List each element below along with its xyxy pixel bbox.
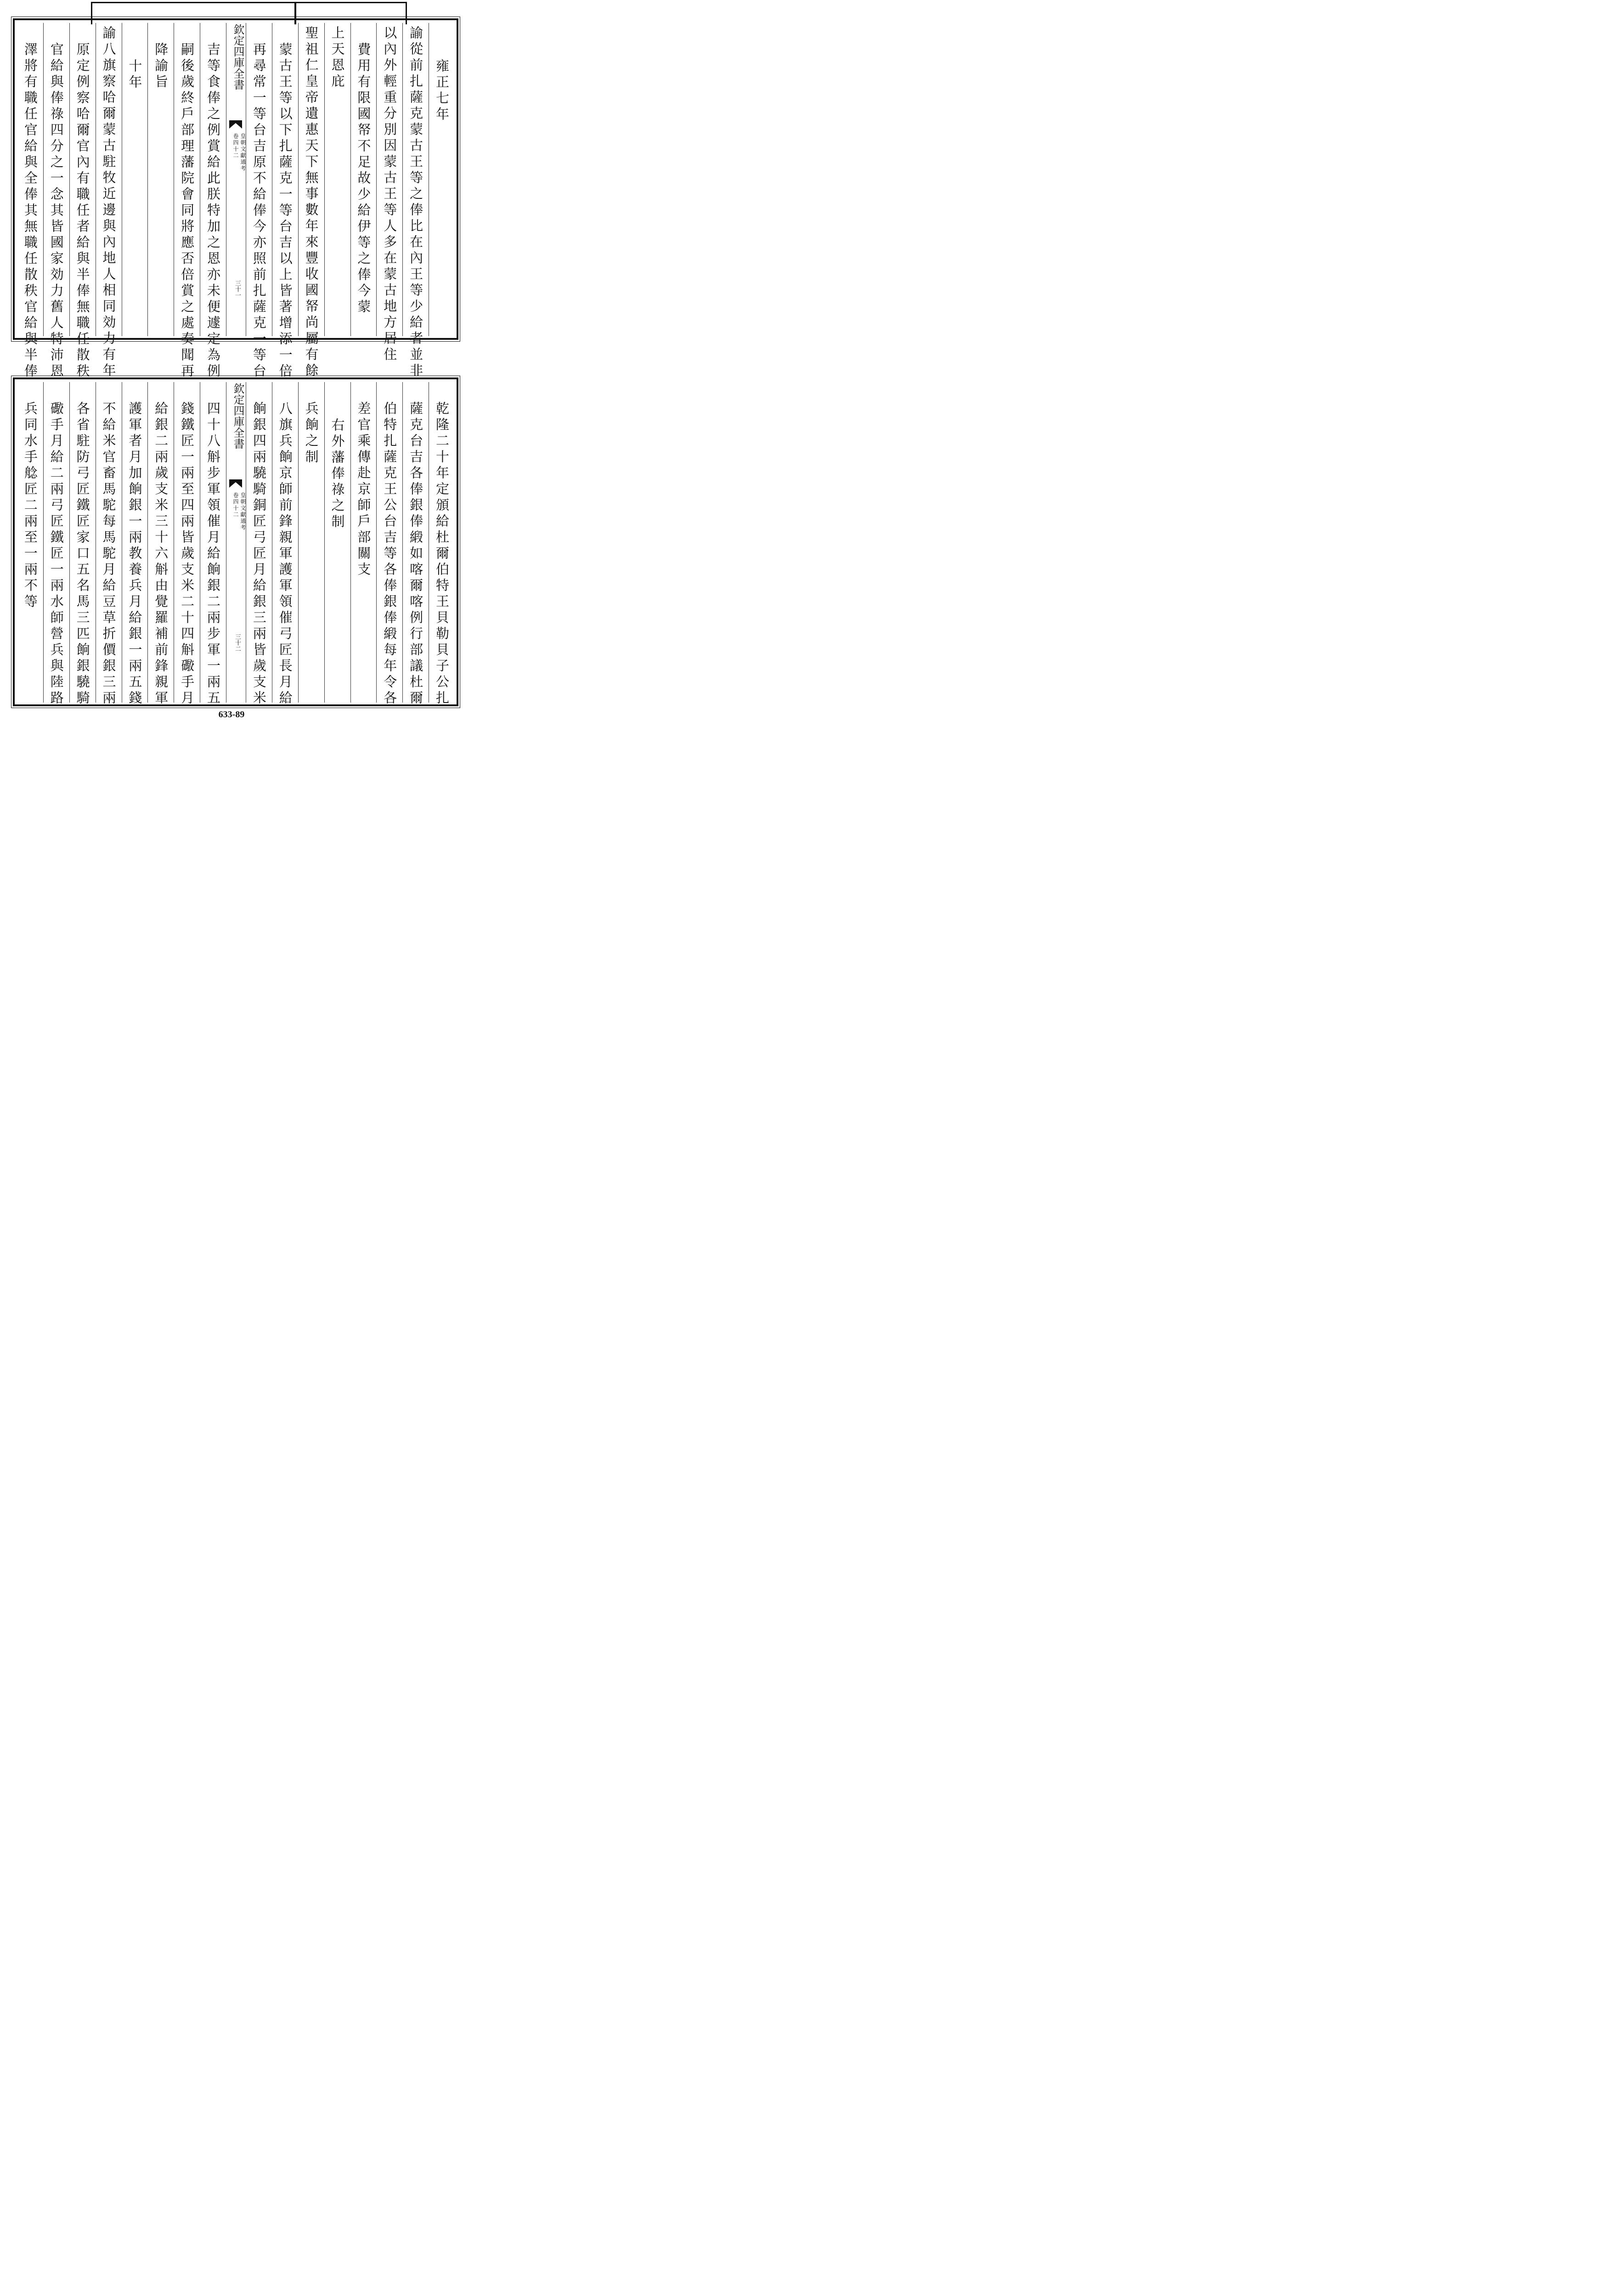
text-column	[272, 23, 298, 380]
volume-label: 卷四十二	[232, 492, 239, 518]
column-text: 原定例察哈爾官內有職任者給與半俸無職任散秩	[74, 42, 90, 380]
text-column	[298, 23, 324, 379]
text-column	[200, 382, 226, 707]
text-column	[402, 23, 429, 379]
column-text: 降諭旨	[153, 42, 169, 90]
text-column	[122, 382, 148, 707]
text-column	[43, 23, 69, 380]
column-text: 差官乘傳赴京師戶部關支	[356, 401, 372, 578]
text-column	[147, 382, 174, 707]
text-column	[246, 23, 272, 380]
text-column	[69, 382, 96, 707]
text-column	[272, 382, 298, 707]
sub-title	[232, 492, 247, 531]
leaf-number: 三十一	[234, 280, 241, 298]
column-text: 諭八旗察哈爾蒙古駐牧近邊與內地人相同効力有年	[101, 26, 117, 379]
text-column	[96, 382, 122, 707]
text-column	[246, 382, 272, 707]
volume-label: 卷四十二	[232, 133, 239, 159]
column-text: 以內外輕重分別因蒙古王等人多在蒙古地方居住	[382, 26, 398, 363]
column-text: 聖祖仁皇帝遺惠天下無事數年來豐收國帑尚屬有餘	[303, 26, 319, 379]
text-column	[324, 23, 350, 336]
fish-tail-mark-icon	[228, 119, 243, 129]
column-text: 上天恩庇	[329, 26, 345, 90]
text-column	[429, 23, 455, 336]
text-column	[200, 23, 226, 380]
column-text: 護軍者月加餉銀一兩教養兵月給銀一兩五錢	[127, 401, 143, 707]
text-column	[17, 23, 43, 380]
column-text: 兵同水手艌匠二兩至一兩不等	[22, 401, 38, 610]
column-text: 蒙古王等以下扎薩克一等台吉以上皆著增添一倍	[277, 42, 293, 380]
column-text: 吉等食俸之例賞給此朕特加之恩亦未便遽定為例	[205, 42, 221, 380]
leaf-number: 三十二	[234, 634, 241, 652]
text-column	[298, 382, 324, 703]
column-text: 錢鐵匠一兩至四兩皆歲支米二十四斛礮手月	[179, 401, 195, 707]
bottom-columns	[17, 382, 455, 707]
top-columns	[17, 23, 455, 380]
text-column	[376, 23, 402, 363]
column-text: 再尋常一等台吉原不給俸今亦照前扎薩克一等台	[251, 42, 267, 380]
column-text: 給銀二兩歲支米三十六斛由覺羅補前鋒親軍	[153, 401, 169, 707]
column-text: 四十八斛步軍領催月給餉銀二兩步軍一兩五	[205, 401, 221, 707]
text-column	[350, 382, 377, 703]
column-text: 雍正七年	[434, 59, 450, 123]
column-text: 費用有限國帑不足故少給伊等之俸今蒙	[356, 42, 372, 315]
text-column	[43, 382, 69, 707]
column-text: 右外藩俸祿之制	[329, 418, 345, 530]
bottom-page	[6, 376, 460, 708]
text-column	[324, 382, 350, 703]
page-number-footer: 633-89	[218, 709, 245, 720]
column-text: 不給米官畜馬駝每馬駝月給豆草折價銀三兩	[101, 401, 117, 707]
sub-title	[232, 133, 247, 172]
text-column	[402, 382, 429, 707]
book-title-header: 欽定四庫全書	[231, 383, 244, 449]
text-column	[376, 382, 402, 707]
book-title-header: 欽定四庫全書	[231, 24, 244, 90]
work-title: 皇朝文獻通考	[240, 133, 246, 172]
column-text: 官給與俸祿四分之一念其皆國家効力舊人特沛恩	[48, 42, 64, 380]
text-column	[350, 23, 377, 336]
column-text: 薩克台吉各俸銀俸緞如喀爾喀例行部議杜爾	[408, 401, 424, 707]
column-text: 十年	[127, 59, 143, 91]
column-text: 嗣後歲終戶部理藩院會同將應否倍賞之處奏聞再	[179, 42, 195, 380]
column-text: 礮手月給二兩弓匠鐵匠一兩水師營兵與陸路	[48, 401, 64, 707]
text-column	[174, 382, 200, 707]
column-text: 澤將有職任官給與全俸其無職任散秩官給與半俸	[22, 42, 38, 380]
text-column	[174, 23, 200, 380]
bottom-center-margin	[226, 382, 246, 703]
text-column	[147, 23, 174, 336]
column-text: 八旗兵餉京師前鋒親軍護軍領催弓匠長月給	[277, 401, 293, 707]
top-center-margin	[226, 23, 246, 336]
fish-tail-mark-icon	[228, 478, 243, 489]
column-text: 乾隆二十年定頒給杜爾伯特王貝勒貝子公扎	[434, 401, 450, 707]
column-text: 各省駐防弓匠鐵匠家口五名馬三匹餉銀驍騎	[74, 401, 90, 707]
column-text: 諭從前扎薩克蒙古王等之俸比在內王等少給者並非	[408, 26, 424, 379]
column-text: 兵餉之制	[303, 401, 319, 466]
work-title: 皇朝文獻通考	[240, 492, 246, 531]
text-column	[429, 382, 455, 707]
text-column	[122, 23, 148, 336]
column-text: 伯特扎薩克王公台吉等各俸銀俸緞每年令各	[382, 401, 398, 707]
text-column	[96, 23, 122, 379]
text-column	[69, 23, 96, 380]
top-page	[6, 2, 460, 380]
column-text: 餉銀四兩驍騎銅匠弓匠月給銀三兩皆歲支米	[251, 401, 267, 707]
text-column	[17, 382, 43, 703]
